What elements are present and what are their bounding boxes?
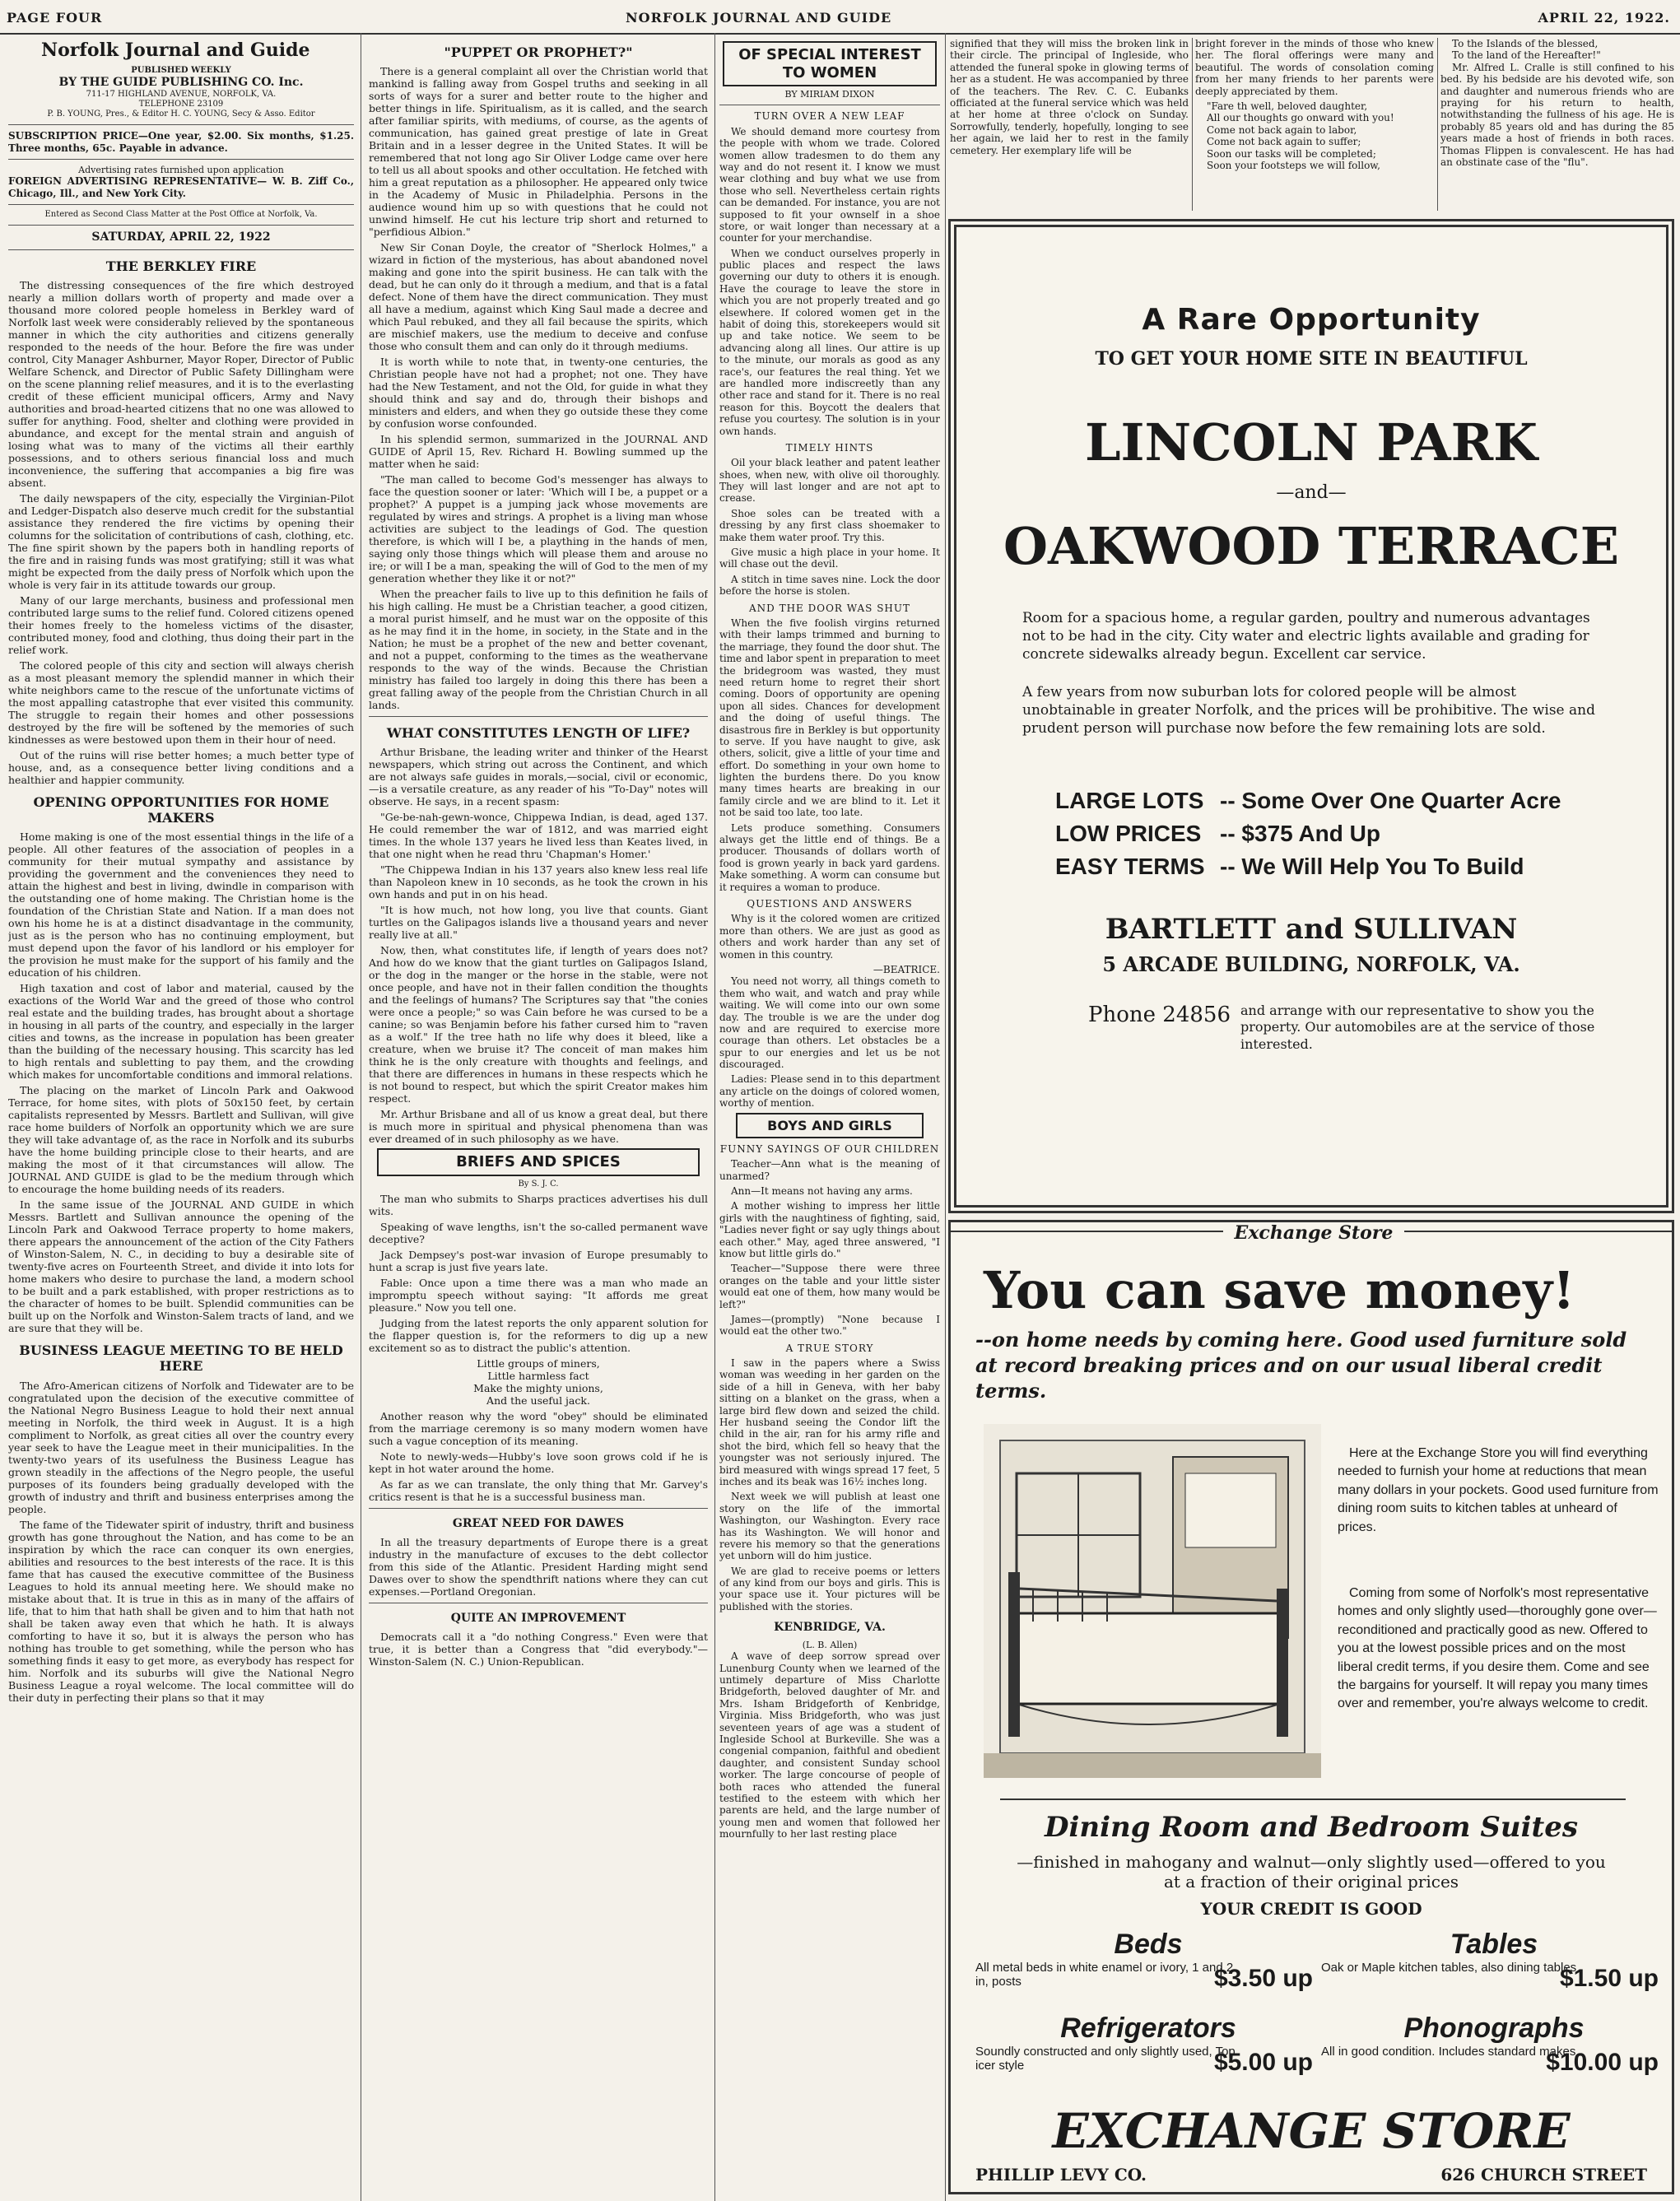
paragraph: The daily newspapers of the city, especially the Virginian-Pilot and Ledger-Dispatch also deserve much credit for the substantial assistance they rendered the fire victims by opening their columns for the solicitation of contributions of cash, clothing, etc. The fine spirit shown by the papers both in handling reports of the fire and in raising funds was most gratifying; still it was what might be expected from the daily press of Norfolk which upon the whole is very fair in its attitude towards our group.	[8, 491, 354, 591]
paragraph: Out of the ruins will rise better homes; a much better type of house, and, as a consequence better living conditions and a healthier and happier community.	[8, 748, 354, 786]
paragraph: Mr. Arthur Brisbane and all of us know a great deal, but there is much more in spiritual and physical phenomena than was ever dreamed of in such philosophy as we have.	[369, 1108, 708, 1146]
ad-item-phonographs	[1321, 2013, 1667, 2076]
paragraph: James—(promptly) "None because I would eat the other two."	[719, 1313, 940, 1338]
subscription-price: SUBSCRIPTION PRICE—One year, $2.00. Six months, $1.25. Three months, 65c. Payable in advance.	[8, 130, 354, 154]
ad-footer-right: 626 CHURCH STREET	[1440, 2165, 1647, 2185]
ad-item-beds	[975, 1929, 1321, 1992]
column-women	[719, 41, 940, 2194]
ad-phone: Phone 24856	[1088, 1002, 1231, 1027]
ad-feature-row	[1055, 821, 1666, 847]
paragraph: Teacher—"Suppose there were three oranges on the table and your little sister would eat one of them, how many would be left?"	[719, 1263, 940, 1310]
headline-home-makers: OPENING OPPORTUNITIES FOR HOME MAKERS	[33, 793, 329, 826]
publisher-officers: P. B. YOUNG, Pres., & Editor H. C. YOUNG, Secy & Asso. Editor	[47, 109, 315, 119]
ad-item-price: $10.00 up	[1546, 2049, 1659, 2076]
column-kenbridge-cont-3	[1440, 38, 1674, 211]
publisher: BY THE GUIDE PUBLISHING CO. Inc.	[58, 76, 304, 90]
ad-kicker: A Rare Opportunity	[1142, 303, 1481, 337]
subhead: FUNNY SAYINGS OF OUR CHILDREN	[719, 1142, 940, 1155]
bedroom-illustration	[984, 1424, 1321, 1778]
column-kenbridge-cont	[950, 38, 1189, 211]
paragraph: High taxation and cost of labor and material, caused by the exactions of the World War and the greed of those who control real estate and the building trades, has brought about a shortage in housing in all parts of the country, and especially in the larger cities and towns, as the increase in population has been greater than the building of the necessary housing. This scarcity has led to high rentals and subletting to pay them, and the crowding which makes for uncomfortable conditions and immoral relations.	[8, 982, 354, 1082]
ad-credit: YOUR CREDIT IS GOOD	[1200, 1899, 1422, 1919]
ad-item-price: $3.50 up	[1213, 1965, 1313, 1992]
publisher-address: 711-17 HIGHLAND AVENUE, NORFOLK, VA.	[86, 90, 277, 100]
ad-item-title: Beds	[1114, 1929, 1183, 1960]
ad-feature-label: EASY TERMS	[1055, 853, 1205, 879]
ad-feature-label: LOW PRICES	[1055, 820, 1202, 846]
byline: By S. J. C.	[518, 1179, 559, 1189]
paragraph: When we conduct ourselves properly in public places and respect the laws governing our duty to others it is enough. Have the courage to leave the store in which you are not properly treated and go elsewhere. If colored women get in the habit of doing this, storekeepers would sit up and take notice. We seem to be advancing along all lines. Our attire is up to the minute, our morals as good as any race's, our features the real thing. Yet we are handled more indiscreetly than any other race and stand for it. There is no real reason for this. Boycott the dealers that refuse you courtesy. The solution is in your own hands.	[719, 247, 940, 437]
nameplate: Norfolk Journal and Guide	[41, 40, 310, 61]
subhead: A TRUE STORY	[785, 1342, 874, 1354]
paragraph: In the same issue of the JOURNAL AND GUIDE in which Messrs. Bartlett and Sullivan announce the opening of the Lincoln Park and Oakwood Terrace property to home makers, there appears the announcement of the action of the City Fathers of Winston-Salem, N. C., in deciding to buy a desirable site of twenty-five acres on Fourteenth Street, and divide it into lots for home makers who desire to purchase the land, a modern school to be built and a park established, with proper restrictions as to the character of homes to be built. Splendid communities can be built up on the Norfolk and Winston-Salem tracts of land, and we are sure that they will be.	[8, 1198, 354, 1335]
headline-berkley-fire: THE BERKLEY FIRE	[105, 258, 257, 274]
advertising-rates: Advertising rates furnished upon application	[78, 164, 284, 175]
paragraph: A stitch in time saves nine. Lock the door before the horse is stolen.	[719, 573, 940, 598]
column-rule	[714, 33, 715, 2201]
published-weekly: PUBLISHED WEEKLY	[131, 66, 231, 76]
ad-item-price: $5.00 up	[1213, 2049, 1313, 2076]
paragraph: Arthur Brisbane, the leading writer and thinker of the Hearst newspapers, which string out across the Continent, and which are not always safe guides in morals,—social, civil or economic,—is a versatile creature, as any reader of his "To-Day" notes will observe. He says, in a recent spasm:	[369, 746, 708, 808]
headline-great-need-for-dawes: GREAT NEED FOR DAWES	[452, 1516, 625, 1530]
ad-footer-left: PHILLIP LEVY CO.	[975, 2165, 1147, 2185]
paragraph: Another reason why the word "obey" should be eliminated from the marriage ceremony is so many modern women have such a vague conception of its meaning.	[369, 1409, 708, 1447]
headline-kenbridge: KENBRIDGE, VA.	[774, 1621, 886, 1635]
paragraph: Oil your black leather and patent leather shoes, when new, with olive oil thoroughly. They will last longer and are not apt to crease.	[719, 457, 940, 505]
ad-item-desc: All metal beds in white enamel or ivory, 1 and 2 in, posts	[975, 1961, 1234, 1989]
paragraph: You need not worry, all things cometh to them who wait, and watch and pray while waiting. We will come into our own some day. The trouble is we are the under dog now and are required to exercise more courage than others. Let obstacles be a spur to our energies and let us be not discouraged.	[719, 975, 940, 1071]
paragraph: When the five foolish virgins returned with their lamps trimmed and burning to the marriage, they found the door shut. The time and labor spent in preparation to meet the bridegroom was wasted, they must need return home to regret their short coming. Doors of opportunity are opening upon all sides. Chances for development and the doing of useful things. The disastrous fire in Berkley is but opportunity to serve. If you have naught to give, ask others, solicit, give a little of your time and effort. Do something in your own home to lighten the burdens there. Do you know many times hearts are breaking in our family circle and we are blind to it. Let it not be said too late, too late.	[719, 617, 940, 819]
paragraph: In all the treasury departments of Europe there is a great industry in the manufacture of excuses to the debt collector from this side of the Atlantic. President Harding might send Dawes over to show the spendthrift nations where they can cut expenses.—Portland Oregonian.	[369, 1535, 708, 1598]
ad-subheadline: --on home needs by coming here. Good used furniture sold at record breaking prices and on our usual liberal credit terms.	[975, 1328, 1627, 1403]
byline: BY MIRIAM DIXON	[784, 89, 875, 100]
paragraph: The Afro-American citizens of Norfolk and Tidewater are to be congratulated upon the decision of the executive committee of the National Negro Business League to hold their next annual meeting in Norfolk, the third week in August. It is a high compliment to Norfolk, as great cities all over the country every year seek to have the League meet in their municipalities. In the twenty-two years of its usefulness the Business League has grown steadily in the affections of the Negro people, the useful purposes of its founders being gradually developed with the growth of industry and thrift and business enterprises among the people.	[8, 1379, 354, 1515]
paper-name: NORFOLK JOURNAL AND GUIDE	[626, 10, 892, 26]
paragraph: It is worth while to note that, in twenty-one centuries, the Christian people have not had a prophet; not one. They have had the New Testament, and not the Old, for guide in what they should think and say and do, through their bishops and ministers and elders, and when they go outside these they come by confusion worse confounded.	[369, 356, 708, 430]
paragraph: Fable: Once upon a time there was a man who made an impromptu speech without saying: "It affords me great pleasure." Now you tell one.	[369, 1276, 708, 1314]
ad-phone-row	[1088, 1003, 1600, 1054]
header-rule	[0, 33, 1680, 35]
dateline: SATURDAY, APRIL 22, 1922	[91, 230, 271, 244]
page-number: PAGE FOUR	[7, 10, 103, 26]
ad-store-head: Exchange Store	[1223, 1222, 1404, 1244]
ad-body-2	[1338, 1584, 1659, 1714]
paragraph: When the preacher fails to live up to this definition he fails of his high calling. He must be a Christian teacher, a good citizen, a moral purist himself, and he must war on the opposite of this as he may find it in the home, in society, in the State and in the Nation; he must be a prophet of the new and better covenant, and not a puppet, conforming to the times as the weathervane responds to the way of the winds. Because the Christian ministry has failed too largely in doing this there has been a great falling away of the people from the Christian Church in all lands.	[369, 588, 708, 712]
ad-item-title: Refrigerators	[1060, 2013, 1236, 2044]
paragraph: Note to newly-weds—Hubby's love soon grows cold if he is kept in hot water around the home.	[369, 1449, 708, 1475]
paragraph: Ann—It means not having any arms.	[731, 1184, 913, 1197]
paragraph: New Sir Conan Doyle, the creator of "Sherlock Holmes," a wizard in fiction of the mysterious, has about abandoned novel making and gone into the spirit business. He can talk with the dead, but he can only do it through a medium, and that is a fatal defect. None of them have the direct communication. They must all have a medium, against which King Saul made a decree and which Paul rebuked, and they all fail because the spirits, which are mischief makers, use the medium to deceive and confuse those who consult them and can only do it through mediums.	[369, 241, 708, 353]
ad-phone-text: and arrange with our representative to show you the property. Our automobiles are at the service of those interested.	[1240, 1002, 1595, 1053]
issue-date: APRIL 22, 1922.	[1538, 10, 1670, 26]
paragraph: bright forever in the minds of those who knew her. The floral offerings were many and beautiful. The words of consolation coming from her many friends to her parents were deeply appreciated by them.	[1195, 38, 1434, 97]
headline-length-of-life: WHAT CONSTITUTES LENGTH OF LIFE?	[386, 725, 691, 742]
ad-item-refrigerators	[975, 2013, 1321, 2076]
ad-feature-row	[1055, 788, 1666, 814]
ad-feature-label: LARGE LOTS	[1055, 787, 1204, 813]
subhead: AND THE DOOR WAS SHUT	[748, 602, 911, 614]
subhead: QUESTIONS AND ANSWERS	[747, 897, 913, 910]
ad-paragraph: Here at the Exchange Store you will find everything needed to furnish your home at reductions that mean many dollars in your pockets. Good used furniture from dining room suits to kitchen tables at unheard of prices.	[1338, 1446, 1659, 1534]
paragraph: "It is how much, not how long, you live that counts. Giant turtles on the Galipagos islands live a thousand years and never really live at all."	[369, 904, 708, 942]
headline-briefs-and-spices: BRIEFS AND SPICES	[377, 1148, 700, 1176]
ad-and: —and—	[1276, 482, 1347, 503]
paragraph: The fame of the Tidewater spirit of industry, thrift and business growth has gone throughout the Nation, and has come to be an inspiration by which the race can conquer its own energies, abilities and resources to the best interests of the race. It is this fame that has caused the executive committee of the Business Leagues to hold its annual meeting here. We should make no mistake about that. It is true in this as in many of the affairs of life, that to him that hath shall be given and to him that hath not shall be taken away even that which he hath. It is always comforting to have it so, but it is always the person who has nothing has trouble to get something, while the person who has something finds it easy to get more, as everybody has respect for him. Norfolk and its suburbs will give the National Negro Business League a royal welcome. The local committee will do their duty in perfecting their plans so that it may	[8, 1518, 354, 1704]
paragraph: We should demand more courtesy from the people with whom we trade. Colored women allow tradesmen to do them any way and do not resent it. I know we must wear clothing and buy what we use from those who sell. Nevertheless certain rights can be demanded. For instance, you are not supposed to fit your ownself in a shoe store, or wait longer than necessary at a counter for your merchandise.	[719, 125, 940, 244]
paragraph: Mr. Alfred L. Cralle is still confined to his bed. By his bedside are his devoted wife, son and daughter and numerous friends who are praying for his return to health, notwithstanding the fullness of his age. He is probably 85 years old and has during the 85 years made a host of friends in both races. Thomas Flippen is convalescent. He has had an obstinate case of the "flu".	[1440, 61, 1674, 168]
entered-notice: Entered as Second Class Matter at the Post Office at Norfolk, Va.	[44, 209, 318, 219]
paragraph: Teacher—Ann what is the meaning of unarmed?	[719, 1158, 940, 1182]
paragraph: The distressing consequences of the fire which destroyed nearly a million dollars worth of property and made over a thousand more colored people homeless in Berkley ward of Norfolk last week were considerably relieved by the spontaneous manner in which the city authorities and citizens generally responded to the needs of the hour. Before the fire was under control, City Manager Ashburner, Mayor Roper, Director of Public Welfare Schenck, and Director of Public Safety Dillingham were on the scene planning relief measures, and it is to the everlasting credit of these efficient municipal officers, Army and Navy authorities and broad-hearted citizens that no one was allowed to suffer for anything. Food, shelter and clothing were provided in abundance, and except for the mental strain and anguish of losing what was to many of the victims all their earthly possessions, and to others serious financial loss and much inconvenience, the suffering that accompanies a big fire was absent.	[8, 278, 354, 489]
ad-oakwood-terrace: OAKWOOD TERRACE	[1003, 516, 1619, 576]
paragraph: A mother wishing to impress her little girls with the naughtiness of fighting, said, "Ladies never fight or say ugly things about each other." May, aged three answered, "I know but little girls do."	[719, 1200, 940, 1259]
lincoln-park-ad	[948, 219, 1674, 1213]
ad-item-desc: Oak or Maple kitchen tables, also dining tables	[1321, 1961, 1577, 1975]
headline-special-interest-women: OF SPECIAL INTEREST TO WOMEN	[723, 41, 937, 86]
paragraph: As far as we can translate, the only thing that Mr. Garvey's critics resent is that he is a successful business man.	[369, 1477, 708, 1503]
ad-paragraph: A few years from now suburban lots for colored people will be almost unobtainable in greater Norfolk, and the prices will be prohibitive. The wise and prudent person will purchase now before the few remaining lots are sold.	[1022, 684, 1595, 738]
paragraph: Democrats call it a "do nothing Congress." Even were that true, it is better than a Congress that "did everybody."—Winston-Salem (N. C.) Union-Republican.	[369, 1630, 708, 1668]
paragraph: "The Chippewa Indian in his 137 years also knew less real life than Napoleon knew in 10 seconds, as he took the crown in his own hands and put in on his head.	[369, 863, 708, 901]
byline: (L. B. Allen)	[802, 1640, 858, 1651]
paragraph: Shoe soles can be treated with a dressing by any first class shoemaker to make them water proof. Try this.	[719, 507, 940, 543]
exchange-store-ad	[948, 1220, 1674, 2194]
paragraph: Now, then, what constitutes life, if length of years does not? And how do we know that the giant turtles on Galipagos Island, or the dog in the manger or the horse in the stable, were not once people, and have not in their fallen condition the thoughts and the feelings of humans? The Scriptures say that "the conies were once a people;" so was Cain before he was cursed to be a canine; so was Benjamin before his father cursed him to "raven as a wolf." If the tree hath no life why does it bleed, like a creature, when we bruise it? The conceit of man makes him think he is the only creature with thoughts and feelings, and that there are differences in humans in these respects which he is not bound to respect, but which the spirit Creator makes him respect.	[369, 944, 708, 1105]
paragraph: In his splendid sermon, summarized in the JOURNAL AND GUIDE of April 15, Rev. Richard H. Bowling summed up the matter when he said:	[369, 433, 708, 471]
ad-features	[956, 788, 1666, 880]
column-rule	[1192, 38, 1193, 211]
paragraph: Speaking of wave lengths, isn't the so-called permanent wave deceptive?	[369, 1220, 708, 1245]
headline-puppet-or-prophet: "PUPPET OR PROPHET?"	[444, 44, 633, 60]
paragraph: There is a general complaint all over the Christian world that mankind is falling away from Gospel truths and seeking in all sorts of ways for a surer and better route to the higher and better things in life. Spiritualism, as it is called, and the search after familiar spirits, with mediums, of course, as the agents of communication, has gained great prestige of late in Great Britain and in a lesser degree in the United States. It will be remembered that not long ago Sir Oliver Lodge came over here to tell us all about spooks and other occultation. He fetched with him a great reputation as a philosopher. He appeared only twice in the Academy of Music in Philadelphia. Persons in the audience wound him up so with questions that he could not unwind himself. He cut his lecture trip short and returned to "perfidious Albion."	[369, 65, 708, 239]
ad-item-title: Tables	[1450, 1929, 1538, 1960]
divider	[1000, 1798, 1626, 1800]
paragraph: A wave of deep sorrow spread over Lunenburg County when we learned of the untimely departure of Miss Charlotte Bridgeforth, beloved daughter of Mr. and Mrs. Isham Bridgeforth of Kenbridge, Virginia. Miss Bridgeforth, who was just seventeen years of age was a student of Ingleside School at Burkeville. She was a congenial companion, faithful and obedient daughter, and consistent Sunday school worker. The large concourse of people of both races who attended the funeral testified to the esteem with which her parents are held, and the large number of young men and women that followed her mournfully to her last resting place	[719, 1650, 940, 1840]
ad-paragraph: Coming from some of Norfolk's most representative homes and only slightly used—thoroughly gone over—reconditioned and practically good as new. Offered to you at the lowest possible prices and on the most liberal credit terms, if you desire them. Come and see the bargains for yourself. It will repay you many times over and remember, you're always welcome to credit.	[1338, 1586, 1657, 1711]
ad-subhead: TO GET YOUR HOME SITE IN BEAUTIFUL	[1095, 348, 1528, 370]
ad-firm: BARTLETT and SULLIVAN	[1105, 912, 1518, 946]
column-rule	[945, 33, 946, 2201]
ad-feature-text: -- $375 And Up	[1220, 820, 1380, 846]
signature: —BEATRICE.	[873, 963, 940, 975]
ad-headline: You can save money!	[984, 1260, 1575, 1320]
paragraph: "Ge-be-nah-gewn-wonce, Chippewa Indian, is dead, aged 137. He could remember the war of 1812, and was married eight times. In the whole 137 years he lived less than Keates lived, in that one night when he read thru 'Chapman's Homer.'	[369, 811, 708, 861]
poem: To the Islands of the blessed, To the land of the Hereafter!"	[1452, 38, 1601, 62]
paragraph: Next week we will publish at least one story on the life of the immortal Washington, our Washington. Every race has its Washington. We will honor and revere his memory so that the generations yet unborn will do him justice.	[719, 1491, 940, 1562]
publisher-telephone: TELEPHONE 23109	[138, 100, 224, 109]
ad-suites-title: Dining Room and Bedroom Suites	[1044, 1811, 1579, 1844]
page-header	[0, 0, 1680, 33]
paragraph: We are glad to receive poems or letters of any kind from our boys and girls. This is your space use it. Your pictures will be published with the stories.	[719, 1565, 940, 1612]
column-kenbridge-cont-2	[1195, 38, 1434, 211]
paragraph: I saw in the papers where a Swiss woman was weeding in her garden on the side of a hill in Geneva, with her baby sitting on a blanket on the grass, when a large bird flew down and seized the child. Her husband seeing the Condor lift the child in the air, ran for his army rifle and shot the bird, which fell so heavy that the youngster was not seriously injured. The bird measured with wings spread 17 feet, 5 inches and its beak was 16½ inches long.	[719, 1357, 940, 1487]
column-rule	[1437, 38, 1438, 211]
ad-feature-text: -- We Will Help You To Build	[1220, 853, 1524, 879]
ad-item-price: $1.50 up	[1559, 1965, 1659, 1992]
ad-item-title: Phonographs	[1403, 2013, 1585, 2044]
ad-item-desc: All in good condition. Includes standard makes	[1321, 2045, 1576, 2059]
ad-lincoln-park: LINCOLN PARK	[1084, 412, 1538, 472]
paragraph: signified that they will miss the broken link in their circle. The principal of Ingleside, who attended the funeral spoke in glowing terms of her as a student. He was accompanied by three of the teachers. The Rev. C. C. Eubanks officiated at the funeral service which was held at her home at three o'clock on Sunday. Sorrowfully, tenderly, hopefully, longing to see her again, we laid her to rest in the family cemetery. Her exemplary life will be	[950, 38, 1189, 156]
poem: Little groups of miners, Little harmless fact Make the mighty unions, And the useful jack.	[473, 1356, 603, 1407]
headline-boys-and-girls: BOYS AND GIRLS	[736, 1113, 924, 1138]
ad-paragraph: Room for a spacious home, a regular garden, poultry and numerous advantages not to be had in the city. City water and electric lights available and grading for concrete sidewalks already begun. Excellent car service.	[1022, 610, 1590, 663]
subhead: TIMELY HINTS	[785, 441, 874, 454]
headline-business-league: BUSINESS LEAGUE MEETING TO BE HELD HERE	[19, 1342, 343, 1375]
column-commentary	[369, 41, 708, 2194]
poem: "Fare th well, beloved daughter, All our thoughts go onward with you! Come not back again to labor, Come not back again to suffer; Soon our tasks will be completed; Soon your footsteps we will follow,	[1207, 100, 1394, 171]
paragraph: Judging from the latest reports the only apparent solution for the flapper question is, for the reformers to dig up a new excitement so as to distract the public's attention.	[369, 1316, 708, 1354]
ad-item-tables	[1321, 1929, 1667, 1992]
paragraph: Many of our large merchants, business and professional men contributed large sums to the relief fund. Colored citizens opened their homes freely to the homeless victims of the disaster, contributed money, food and clothing, thus doing their part in the relief work.	[8, 593, 354, 656]
paragraph: Ladies: Please send in to this department any article on the doings of colored women, worthy of mention.	[719, 1073, 940, 1110]
ad-item-desc: Soundly constructed and only slightly used, Top icer style	[975, 2045, 1236, 2073]
paragraph: The colored people of this city and section will always cherish as a most pleasant memory the splendid manner in which their white neighbors came to the rescue of the unfortunate victims of the most appalling catastrophe that ever visited this community. The struggle to regain their homes and other possessions destroyed by the fire will be softened by the memories of such kindnesses as were bestowed upon them in their hour of need.	[8, 658, 354, 746]
ad-feature-text: -- Some Over One Quarter Acre	[1220, 787, 1561, 813]
subhead: TURN OVER A NEW LEAF	[754, 110, 905, 123]
paragraph: Lets produce something. Consumers always get the little end of things. Be a producer. Thousands of dollars worth of food is grown yearly in back yard gardens. Make something. A worm can consume but it requires a woman to produce.	[719, 821, 940, 893]
paragraph: "The man called to become God's messenger has always to face the question sooner or later: 'Which will I be, a puppet or a prophet?' A puppet is a jumping jack whose movements are regulated by wires and strings. A prophet is a living man whose activities are subject to the leadings of God. The question therefore, is which will I be, a plaything in the hands of men, saying only those things which will please them and arouse no ire; or will I be a man, speaking the will of God to the men of my generation whether they like it or not?"	[369, 473, 708, 585]
ad-footer-title: EXCHANGE STORE	[1052, 2103, 1571, 2159]
paragraph: Jack Dempsey's post-war invasion of Europe presumably to hunt a scrap is just five years late.	[369, 1248, 708, 1273]
paragraph: Home making is one of the most essential things in the life of a people. All other features of the association of peoples in a community for their mutual sympathy and assistance by providing the government and the conveniences they need to attain the highest and best in living, dwindle in comparison with the outstanding one of home making. The Christian home is the foundation of the Christian State and Nation. If a man does not own his home he is at a distinct disadvantage in the community, just as is the person who has no continuing employment, but must depend upon the favor of his landlord or his employer for the provision he must make for the support of his family and the education of his children.	[8, 831, 354, 980]
foreign-representative: FOREIGN ADVERTISING REPRESENTATIVE— W. B. Ziff Co., Chicago, Ill., and New York City.	[8, 175, 354, 199]
ad-suites-sub: —finished in mahogany and walnut—only slightly used—offered to you at a fraction of their original prices	[1017, 1852, 1606, 1892]
ad-body	[1338, 1445, 1659, 1545]
ad-firm-address: 5 ARCADE BUILDING, NORFOLK, VA.	[1102, 952, 1520, 976]
paragraph: Give music a high place in your home. It will chase out the devil.	[719, 547, 940, 570]
paragraph: The man who submits to Sharps practices advertises his dull wits.	[369, 1192, 708, 1217]
column-editorial	[8, 38, 354, 2194]
paragraph: The placing on the market of Lincoln Park and Oakwood Terrace, for home sites, with plots of 50x150 feet, by certain capitalists represented by Messrs. Bartlett and Sullivan, will give race home builders of Norfolk an opportunity which we are sure they will take advantage of, as the race in Norfolk and its suburbs have the home building principle close to their hearts, and are making the most of it that circumstances will allow. The JOURNAL AND GUIDE is glad to be the medium through which to encourage the home building needs of its readers.	[8, 1084, 354, 1196]
ad-feature-row	[1055, 854, 1666, 880]
headline-quite-an-improvement: QUITE AN IMPROVEMENT	[450, 1611, 626, 1625]
paragraph: Why is it the colored women are critized more than others. We are just as good as others and work harder than any set of women in this country.	[719, 913, 940, 961]
